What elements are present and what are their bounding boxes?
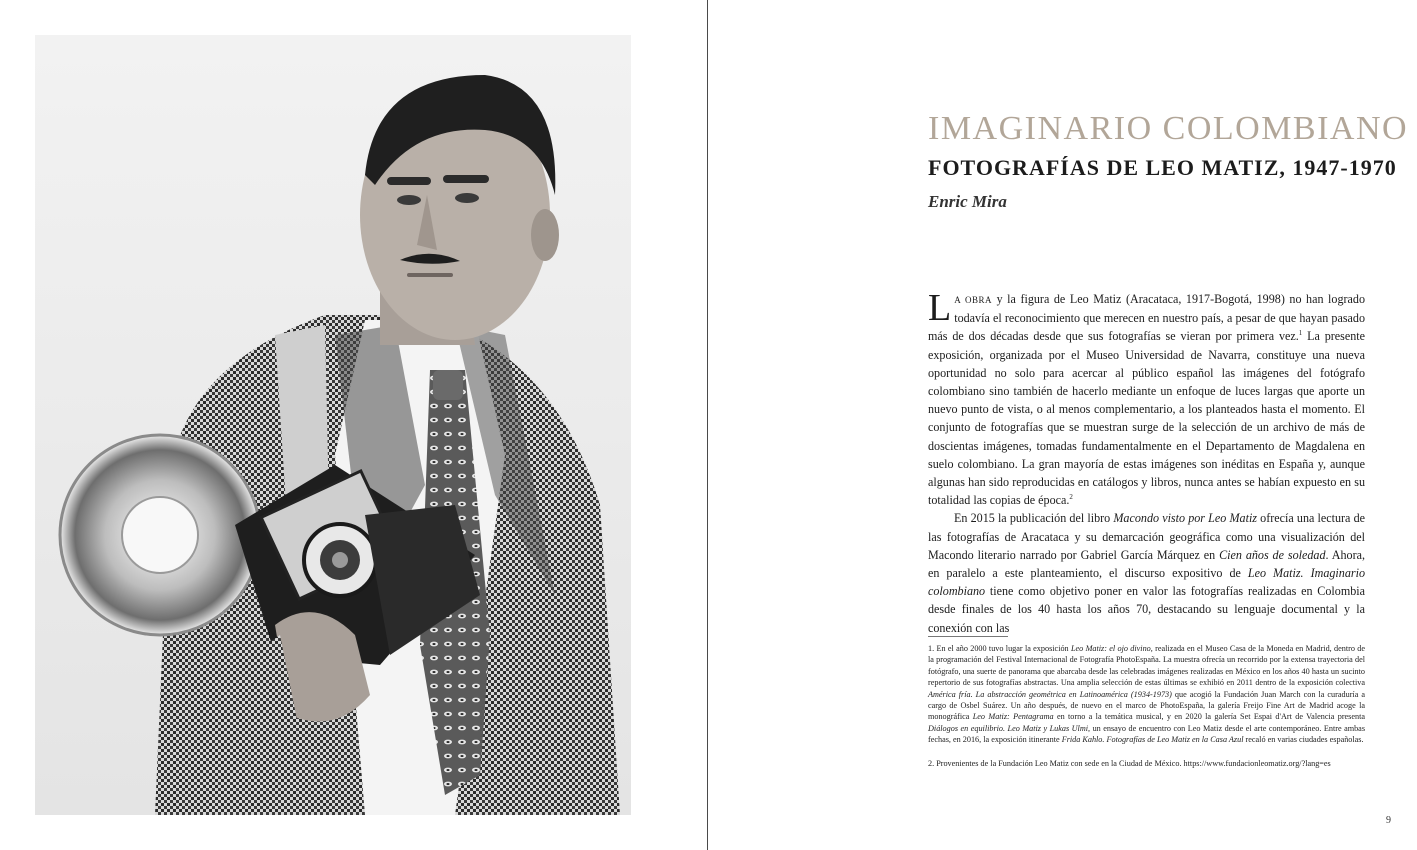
author-name: Enric Mira bbox=[928, 192, 1007, 211]
opening-smallcaps: A OBRA bbox=[954, 295, 993, 305]
left-page bbox=[0, 0, 707, 850]
book-title-macondo: Macondo visto por Leo Matiz bbox=[1113, 511, 1258, 526]
exhibition-title: Leo Matiz. Imaginario colombiano bbox=[928, 566, 1366, 599]
body-text bbox=[928, 287, 1366, 637]
portrait-illustration bbox=[35, 35, 631, 815]
paragraph-2-text-3: . Ahora, en paralelo a este planteamiento, el discurso expositivo de bbox=[928, 547, 1365, 581]
footnote-1-italic-1: Leo Matiz: el ojo divino bbox=[1070, 644, 1151, 653]
footnote-1-text-6: recaló en varias ciudades españolas. bbox=[1243, 735, 1364, 745]
footnote-1-text-3: que acogió la Fundación Juan March con la curaduría a cargo de Osbel Suárez. Un año después, de nuevo en el marco de PhotoEspaña, la galería Freijo Fine Art de Madrid acoge la monográfica bbox=[928, 689, 1365, 722]
footnote-1 bbox=[928, 643, 1365, 746]
footnote-1-text-4: en torno a la temática musical, y en 2020 la galería Set Espai d'Art de Valencia presenta bbox=[1053, 712, 1365, 722]
footnote-ref-1: 1 bbox=[1298, 329, 1303, 338]
footnote-1-text-5: , un ensayo de encuentro con Leo Matiz desde el arte contemporáneo. Entre ambas fechas, en 2016, la exposición itinerante bbox=[928, 723, 1366, 745]
paragraph-2-text-1: En 2015 la publicación del libro bbox=[954, 511, 1114, 526]
footnote-1-italic-5: Frida Kahlo. Fotografías de Leo Matiz en la Casa Azul bbox=[1061, 735, 1244, 745]
chapter-title: IMAGINARIO COLOMBIANO bbox=[928, 110, 1409, 147]
footnote-1-italic-3: Leo Matiz: Pentagrama bbox=[972, 712, 1054, 722]
footnote-2: 2. Provenientes de la Fundación Leo Matiz con sede en la Ciudad de México. https://www.fundacionleomatiz.org/?lang=es bbox=[928, 758, 1331, 768]
paragraph-2-text-4: tiene como objetivo poner en valor las fotografías realizadas en Colombia desde finales de los 40 hasta los años 70, destacando su lenguaje documental y la conexión con las bbox=[928, 584, 1365, 635]
page-number: 9 bbox=[1386, 815, 1391, 826]
paragraph-2-text-2: ofrecía una lectura de las fotografías de Aracataca y su demarcación geográfica como una visualización del Macondo literario narrado por Gabriel García Márquez en bbox=[928, 511, 1365, 562]
chapter-subtitle: FOTOGRAFÍAS DE LEO MATIZ, 1947-1970 bbox=[928, 155, 1397, 180]
footnote-1-italic-2: América fría. La abstracción geométrica en Latinoamérica (1934-1973) bbox=[928, 689, 1172, 699]
footnote-1-text-1: 1. En el año 2000 tuvo lugar la exposición bbox=[928, 644, 1071, 653]
book-title-cien-anos: Cien años de soledad bbox=[1219, 547, 1326, 562]
footnote-ref-2: 2 bbox=[1069, 493, 1073, 502]
drop-cap: L bbox=[928, 287, 952, 329]
footnote-1-italic-4: Diálogos en equilibrio. Leo Matiz y Lukas Ulmi bbox=[928, 723, 1089, 733]
portrait-photo bbox=[35, 35, 631, 815]
footnotes bbox=[928, 643, 1365, 781]
footnote-divider bbox=[928, 636, 1008, 637]
footnote-1-text-2: , realizada en el Museo Casa de la Moneda en Madrid, dentro de la programación del Festival Internacional de Fotografía PhotoEspaña. La muestra ofrecía un recorrido por la extensa trayectoria del fotógrafo, una suerte de panorama que abarcaba desde las celebradas imágenes realizadas en México en los años 40 hasta un sucinto repertorio de sus fotografías abstractas. Una amplia selección de estas últimas se exhibió en 2011 dentro de la exposición colectiva bbox=[928, 644, 1366, 688]
paragraph-2 bbox=[928, 509, 1365, 636]
right-page bbox=[708, 0, 1417, 850]
paragraph-1-text-a: y la figura de Leo Matiz (Aracataca, 1917-Bogotá, 1998) no han logrado todavía el reconocimiento que merecen en nuestro país, a pesar de que hayan pasado más de dos décadas desde que sus fotografías se vieran por primera vez. bbox=[928, 292, 1365, 344]
paragraph-1 bbox=[928, 287, 1365, 509]
paragraph-1-text-b: La presente exposición, organizada por el Museo Universidad de Navarra, constituye una nueva oportunidad no solo para acercar al público español las imágenes del fotógrafo colombiano sino también de hacerlo mediante un enfoque de luces largas que aporte un nuevo punto de vista, o al menos complementario, a los planteados hasta el momento. El conjunto de fotografías que se muestran surge de la selección de un archivo de más de doscientas imágenes, tomadas fundamentalmente en el Departamento de Magdalena en suelo colombiano. La gran mayoría de estas imágenes son inéditas en España y, aunque algunas han sido reproducidas en catálogos y libros, nunca antes se habían expuesto en su totalidad las copias de época. bbox=[928, 329, 1365, 508]
